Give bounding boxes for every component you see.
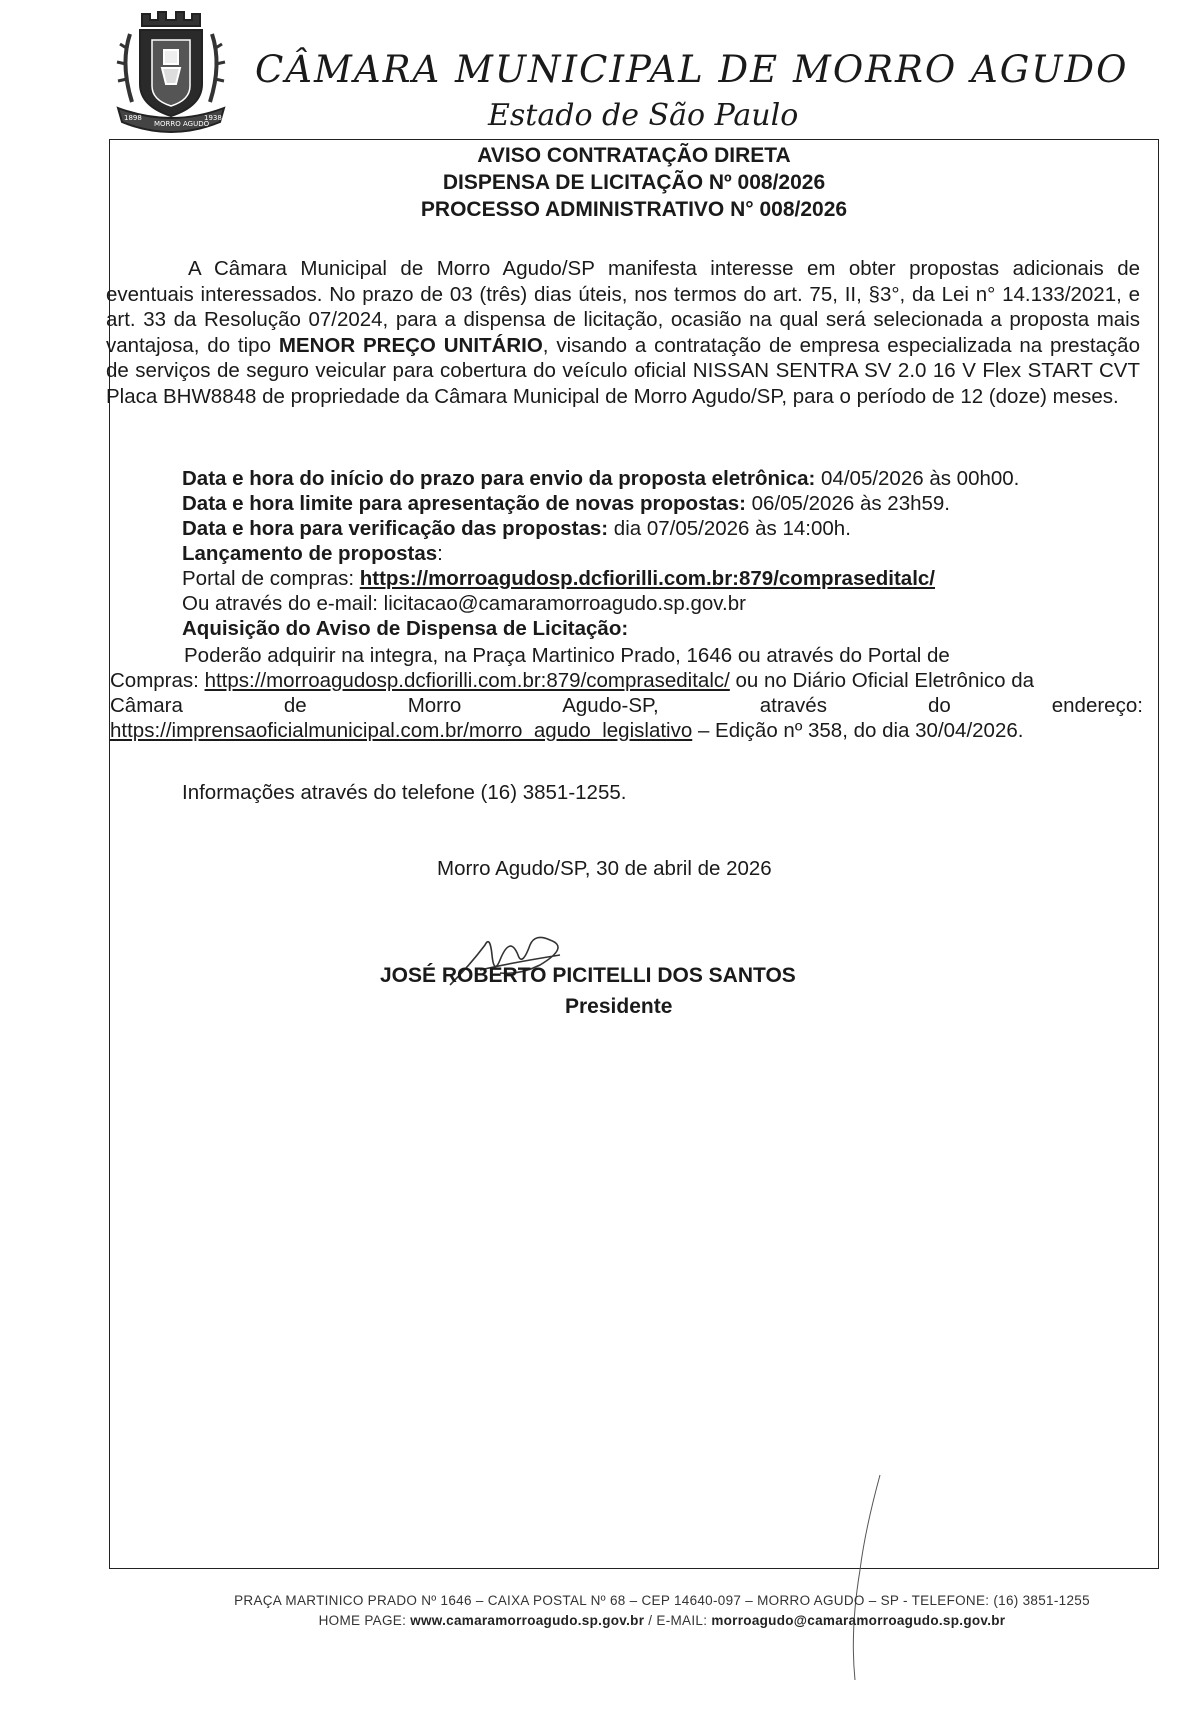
dispensa-number: DISPENSA DE LICITAÇÃO Nº 008/2026 <box>442 171 826 194</box>
award-criterion: MENOR PREÇO UNITÁRIO <box>278 333 543 357</box>
body-text-1: A Câmara Municipal de Morro Agudo/SP manifesta interesse em obter propostas adicionais de eventuais interessados. No prazo de 03 (três) dias úteis, nos termos do art. 75, II, §3°, da Lei n° 14.133/2021, e art. 33 da Resolução 07/2024, para a dispensa de licitação, ocasião na qual será selecionada a proposta mais vantajosa, do tipo <box>106 257 1140 357</box>
word: através <box>759 694 827 717</box>
start-date-label: Data e hora do início do prazo para envio da proposta eletrônica: <box>182 467 816 490</box>
limit-date-value: 06/05/2026 às 23h59. <box>745 492 950 515</box>
acquisition-heading <box>182 617 628 641</box>
verify-date-line <box>182 517 851 541</box>
state-subtitle: Estado de São Paulo <box>488 98 799 133</box>
notice-heading: AVISO CONTRATAÇÃO DIRETA <box>477 144 791 167</box>
institution-title: CÂMARA MUNICIPAL DE MORRO AGUDO <box>255 48 1129 91</box>
start-date-value: 04/05/2026 às 00h00. <box>815 467 1020 490</box>
limit-date-label: Data e hora limite para apresentação de novas propostas: <box>182 492 746 515</box>
municipal-coat-of-arms <box>112 4 230 142</box>
body-text-2: , visando a contratação de empresa especializada na prestação de serviços de seguro veicular para cobertura do veículo oficial NISSAN SENTRA SV 2.0 16 V Flex START CVT Placa BHW8848 de propriedade da Câmara Municipal de Morro Agudo/SP, para o período de 12 (doze) meses. <box>106 333 1140 408</box>
pen-stroke-mark <box>835 1470 895 1690</box>
footer-address: PRAÇA MARTINICO PRADO Nº 1646 – CAIXA POSTAL Nº 68 – CEP 14640-097 – MORRO AGUDO – SP - TELEFONE: (16) 3851-1255 <box>234 1593 1090 1608</box>
word: de <box>283 694 307 717</box>
word: Morro <box>407 694 462 717</box>
acquisition-line-2 <box>110 669 1034 693</box>
start-date-line <box>182 467 1019 491</box>
notice-body <box>106 256 1140 409</box>
footer-email-link[interactable]: morroagudo@camaramorroagudo.sp.gov.br <box>711 1613 1006 1628</box>
signatory-role: Presidente <box>565 995 673 1018</box>
limit-date-line <box>182 492 950 516</box>
homepage-link[interactable]: www.camaramorroagudo.sp.gov.br <box>410 1613 645 1628</box>
email-label: / E-MAIL: <box>644 1613 712 1628</box>
imprensa-link[interactable]: https://imprensaoficialmunicipal.com.br/morro_agudo_legislativo <box>110 719 693 742</box>
launch-heading <box>182 542 443 566</box>
crest-year-right: 1938 <box>204 114 222 122</box>
word: Agudo-SP, <box>562 694 659 717</box>
launch-colon: : <box>437 542 443 565</box>
place-date: Morro Agudo/SP, 30 de abril de 2026 <box>437 857 772 880</box>
email-line: Ou através do e-mail: licitacao@camaramorroagudo.sp.gov.br <box>182 592 746 615</box>
compras-link[interactable]: https://morroagudosp.dcfiorilli.com.br:879/compraseditalc/ <box>204 669 730 692</box>
acquisition-line-3 <box>110 694 1143 718</box>
crest-year-left: 1898 <box>124 114 142 122</box>
process-number: PROCESSO ADMINISTRATIVO N° 008/2026 <box>420 198 848 221</box>
verify-date-value: dia 07/05/2026 às 14:00h. <box>608 517 851 540</box>
signatory-name: JOSÉ ROBERTO PICITELLI DOS SANTOS <box>380 964 796 987</box>
edition-text: – Edição nº 358, do dia 30/04/2026. <box>692 719 1024 742</box>
phone-info: Informações através do telefone (16) 3851-1255. <box>182 781 627 804</box>
crest-motto: MORRO AGUDO <box>154 120 210 128</box>
acquisition-line-4 <box>110 719 1023 743</box>
footer-contact <box>0 1613 1204 1628</box>
compras-prefix: Compras: <box>110 669 205 692</box>
word: Câmara <box>110 694 183 717</box>
launch-label: Lançamento de propostas <box>182 542 438 565</box>
acquisition-line-1: Poderão adquirir na integra, na Praça Martinico Prado, 1646 ou através do Portal de <box>184 644 950 667</box>
acquisition-label: Aquisição do Aviso de Dispensa de Licitação: <box>182 617 629 640</box>
portal-link[interactable]: https://morroagudosp.dcfiorilli.com.br:879/compraseditalc/ <box>359 567 935 590</box>
homepage-label: HOME PAGE: <box>318 1613 411 1628</box>
word: do <box>927 694 951 717</box>
word: endereço: <box>1051 694 1143 717</box>
portal-line <box>182 567 935 591</box>
verify-date-label: Data e hora para verificação das propostas: <box>182 517 609 540</box>
portal-label: Portal de compras: <box>182 567 360 590</box>
diario-text: ou no Diário Oficial Eletrônico da <box>729 669 1035 692</box>
